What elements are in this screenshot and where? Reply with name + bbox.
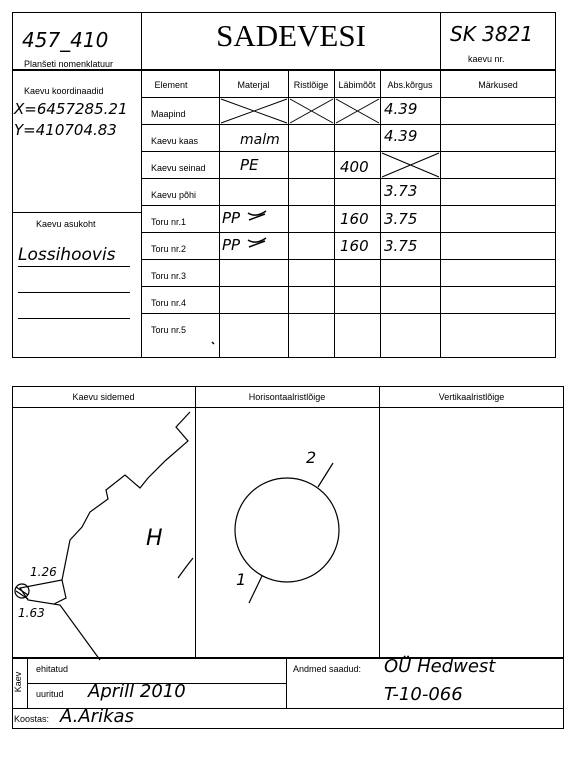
cell-abs: 3.75 (384, 237, 418, 255)
row-element-label: Toru nr.5 (151, 325, 187, 335)
well-id-label: kaevu nr. (468, 54, 505, 64)
footer-side-label: Kaev (13, 671, 23, 693)
footer-uuritud-label: uuritud (36, 689, 64, 699)
cell-labimoot: 160 (340, 210, 369, 228)
col-header-element: Element (154, 80, 188, 90)
sheet-label: Planšeti nomenklatuur (24, 59, 114, 69)
drawing-title-sidemed: Kaevu sidemed (72, 392, 135, 402)
footer-andmed-label: Andmed saadud: (293, 664, 362, 674)
footer-koostas-value: A.Arikas (60, 706, 134, 727)
row-element-label: Kaevu kaas (151, 136, 199, 146)
col-header-abs: Abs.kõrgus (387, 80, 433, 90)
cell-materjal: PE (240, 156, 259, 174)
footer-koostas-label: Koostas: (14, 714, 50, 724)
col-header-ristloige: Ristlõige (293, 80, 329, 90)
row-element-label: Toru nr.3 (151, 271, 187, 281)
page-title: SADEVESI (216, 18, 366, 53)
section-pipe-1-label: 1 (236, 570, 247, 589)
footer-andmed-value-1: OÜ Hedwest (384, 656, 496, 677)
coord-x: X=6457285.21 (14, 100, 128, 118)
well-id: SK 3821 (450, 22, 534, 46)
cell-materjal: malm (240, 132, 280, 148)
section-pipe-2-label: 2 (306, 448, 317, 467)
drawing-title-horisontaal: Horisontaalristlõige (248, 392, 326, 402)
cell-abs: 4.39 (384, 127, 418, 145)
footer-andmed-value-2: T-10-066 (384, 684, 463, 705)
cell-materjal: PP (222, 209, 241, 227)
cell-abs: 3.73 (384, 182, 418, 200)
coord-y: Y=410704.83 (14, 121, 117, 139)
col-header-markused: Märkused (478, 80, 518, 90)
location-value: Lossihoovis (18, 245, 116, 265)
location-label: Kaevu asukoht (36, 219, 96, 229)
footer-mid-divider (286, 658, 287, 708)
row-element-label: Toru nr.1 (151, 217, 187, 227)
col-header-labimoot: Läbimõõt (338, 80, 376, 90)
cell-labimoot: 160 (340, 237, 369, 255)
footer-uuritud-value: Aprill 2010 (88, 681, 186, 702)
cell-labimoot: 400 (340, 158, 369, 176)
row-element-label: Toru nr.4 (151, 298, 187, 308)
row-element-label: Maapind (151, 109, 186, 119)
drawing-title-vertikaal: Vertikaalristlõige (438, 392, 505, 402)
row-element-label: Kaevu seinad (151, 163, 206, 173)
sketch-label-bottom: 1.63 (18, 606, 45, 620)
footer-ehitatud-label: ehitatud (36, 664, 69, 674)
cell-abs: 3.75 (384, 210, 418, 228)
row-element-label: Kaevu põhi (151, 190, 197, 200)
sheet-code: 457_410 (22, 28, 109, 52)
sketch-label-top: 1.26 (30, 565, 57, 579)
sketch-label-house: H (146, 526, 163, 551)
col-header-materjal: Materjal (237, 80, 270, 90)
cell-materjal: PP (222, 236, 241, 254)
row-element-label: Toru nr.2 (151, 244, 187, 254)
coords-label: Kaevu koordinaadid (24, 86, 104, 96)
cell-abs: 4.39 (384, 100, 418, 118)
